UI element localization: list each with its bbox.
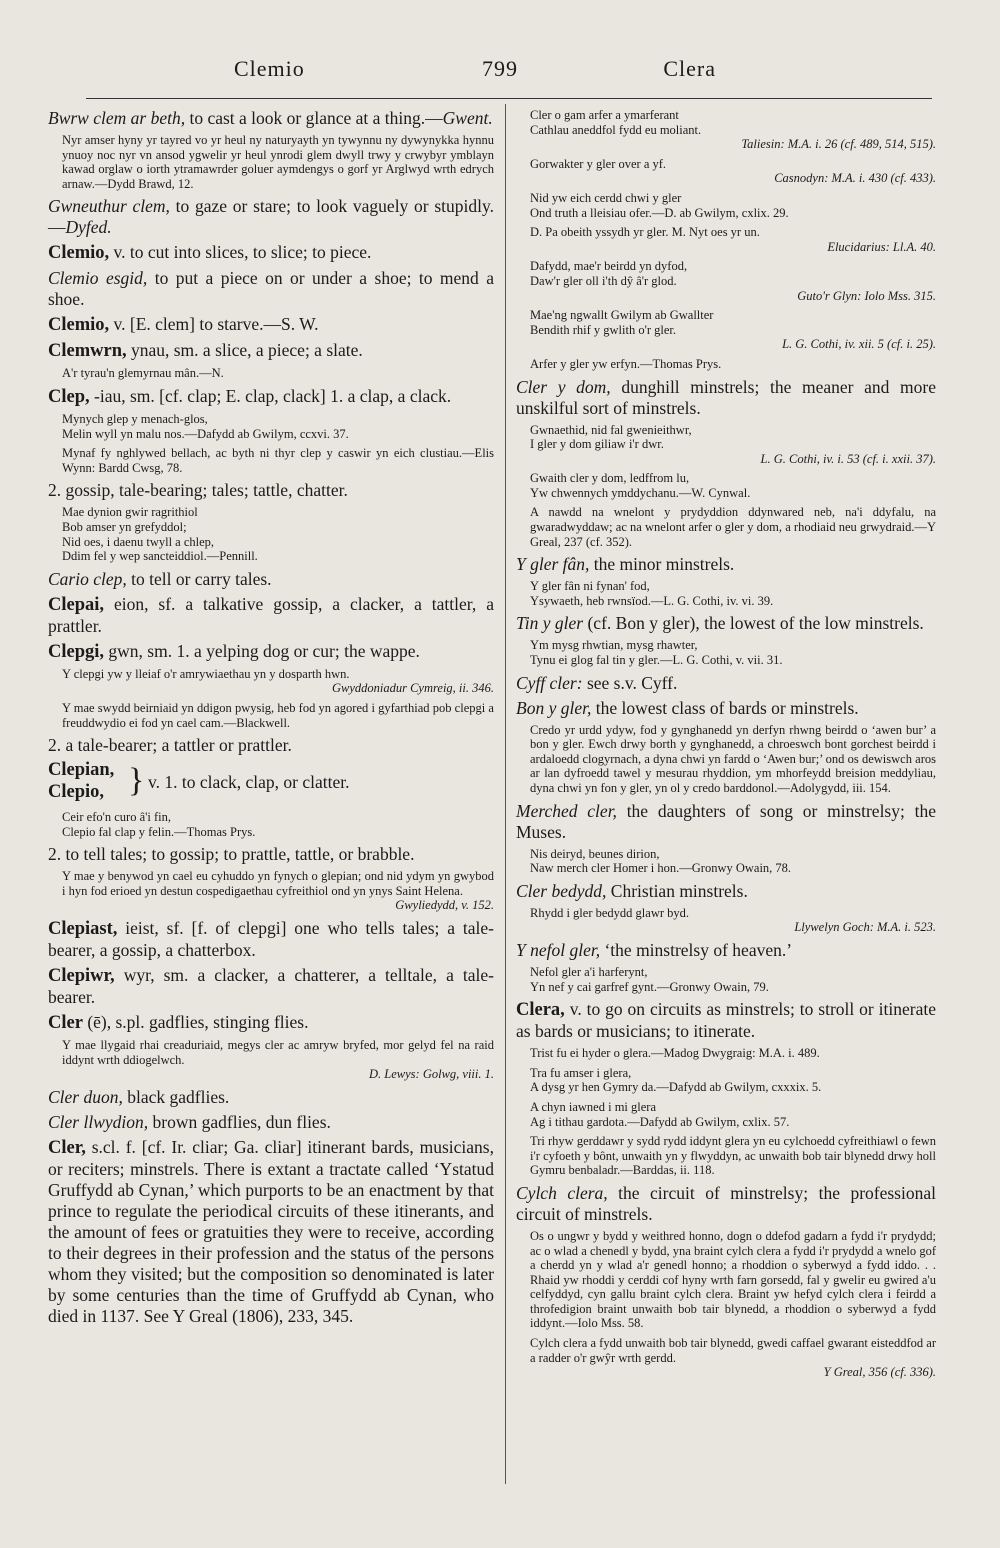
- quotation: [62, 667, 494, 696]
- entry: [48, 314, 494, 336]
- definition: Christian minstrels.: [606, 880, 748, 901]
- definition: 2. a tale-bearer; a tattler or prattler.: [48, 735, 292, 756]
- verse-line: D. Pa obeith yssydh yr gler. M. Nyt oes yr un.: [530, 225, 760, 240]
- verse-line: Ceir efo'n curo â'i fin,: [62, 810, 171, 825]
- quotation: [530, 906, 936, 935]
- entry: [516, 554, 936, 575]
- definition: 2. gossip, tale-bearing; tales; tattle, chatter.: [48, 480, 348, 501]
- phrase: Clemio esgid,: [48, 268, 148, 289]
- verse-line: Nid yw eich cerdd chwi y gler: [530, 190, 682, 205]
- definition: dunghill minstrels; the meaner and more unskilful sort of minstrels.: [516, 376, 936, 418]
- phrase: Cylch clera,: [516, 1182, 608, 1203]
- phrase: Cler llwydion,: [48, 1111, 149, 1132]
- quotation: A'r tyrau'n glemyrnau mân.—N.: [62, 366, 224, 381]
- quotation: [530, 191, 936, 220]
- definition: the circuit of minstrelsy; the professional circuit of minstrels.: [516, 1182, 936, 1224]
- definition: the minor minstrels.: [589, 554, 735, 575]
- verse-line: Clepio fal clap y felin.—Thomas Prys.: [62, 824, 256, 839]
- definition: see s.v. Cyff.: [582, 672, 678, 693]
- entry: [48, 386, 494, 408]
- page-number: 799: [482, 56, 518, 81]
- quote-text: Y clepgi yw y lleiaf o'r amrywiaethau yn y dosparth hwn.: [62, 666, 350, 681]
- definition: wyr, sm. a clacker, a chatterer, a telltale, a tale-bearer.: [48, 965, 494, 1008]
- definition: (ē), s.pl. gadflies, stinging flies.: [82, 1012, 309, 1033]
- quotation: [530, 1066, 936, 1095]
- definition: ynau, sm. a slice, a piece; a slate.: [126, 340, 363, 361]
- entry: [48, 1112, 494, 1133]
- quotation: [530, 847, 936, 876]
- quotation: Os o ungwr y bydd y weithred honno, dogn o ddefod gadarn a fydd i'r prydydd; ac o wlad a chenedl y bydd, yna braint cylch clera a fydd i'r prydydd a wnelo gof a cherdd yn y wlad a'r genedl honno; a rhoddion o syberwyd a fydd iddo. . . Rhaid yw rhoddi y cerddi cof hyny wrth farn gorsedd, fal y gwelir eu gwired a'u celfyddyd, cyn gallu braint cylch clera. Braint yw hefyd cylch clera i feirdd a throfedigion braint unwaith bob tair blynedd, a rhoddion o syberwyd a fydd iddynt.—Iolo Mss. 58.: [530, 1228, 936, 1331]
- phrase: Y nefol gler,: [516, 939, 601, 960]
- quotation: [530, 1046, 936, 1061]
- quotation: [530, 357, 936, 372]
- quote-source: D. Lewys: Golwg, viii. 1.: [369, 1067, 494, 1082]
- verse-line: Bendith rhif y gwlith o'r gler.: [530, 322, 676, 337]
- verse-line: Ddim fel y wep sancteiddiol.—Pennill.: [62, 549, 258, 564]
- verse-line: Rhydd i gler bedydd glawr byd.: [530, 905, 690, 920]
- quotation: [62, 1038, 494, 1082]
- verse-line: I gler y dom giliaw i'r dwr.: [530, 437, 664, 452]
- quote-text: Cylch clera a fydd unwaith bob tair blynedd, gwedi caffael gwarant eisteddfod ar a radder o'r gwŷr wrth gerdd.: [530, 1336, 936, 1365]
- quote-source: Guto'r Glyn: Iolo Mss. 315.: [797, 288, 936, 303]
- brace-glyph: }: [128, 762, 145, 800]
- verse-line: A dysg yr hen Gymry da.—Dafydd ab Gwilym, cxxxix. 5.: [530, 1080, 822, 1095]
- definition: v. to cut into slices, to slice; to piece.: [109, 242, 372, 263]
- headword: Cler,: [48, 1137, 86, 1158]
- entry: [48, 569, 494, 590]
- definition: to tell or carry tales.: [126, 568, 272, 589]
- verse-line: Mae'ng ngwallt Gwilym ab Gwallter: [530, 308, 714, 323]
- quotation: Y mae swydd beirniaid yn ddigon pwysig, heb fod yn agored i gyfarthiad pob clepgi a freuddwydio ei fod yn cael cam.—Blackwell.: [62, 700, 494, 730]
- verse-line: Y gler fân ni fynan' fod,: [530, 579, 650, 594]
- quote-source: Elucidarius: Ll.A. 40.: [827, 239, 936, 254]
- entry: [516, 698, 936, 719]
- header-rule: [86, 98, 932, 99]
- quotation: Nyr amser hyny yr tayred vo yr heul ny naturyayth yn tywynnu ny dywynykka hynnu ynuoy noc nyr vn ansod ygwelir yr heul ynrodi glem dwyll trwy y crwybyr ymblayn kawad orglaw o iorth ytramawrder goluer aymdengys o gorf yr Arglwyd wrth edrych arnaw.—Dydd Brawd, 12.: [62, 133, 494, 191]
- entry: [516, 999, 936, 1042]
- verse-line: Gwaith cler y dom, ledffrom lu,: [530, 471, 690, 486]
- phrase: Bwrw clem ar beth,: [48, 108, 186, 128]
- quotation: [62, 505, 494, 563]
- definition: to cast a look or glance at a thing.—: [185, 108, 443, 128]
- verse-line: Yw chwennych ymddychanu.—W. Cynwal.: [530, 485, 751, 500]
- entry: [48, 641, 494, 663]
- phrase: Gwneuthur clem,: [48, 196, 170, 217]
- column-divider: [505, 104, 506, 1484]
- quotation: [530, 1100, 936, 1129]
- quotation: Mynaf fy nghlywed bellach, ac byth ni thyr clep y caswir yn eich clustiau.—Elis Wynn: Bardd Cwsg, 78.: [62, 446, 494, 475]
- entry: [516, 801, 936, 843]
- definition: ‘the minstrelsy of heaven.’: [600, 939, 793, 960]
- definition: v. 1. to clack, clap, or clatter.: [148, 772, 350, 793]
- quote-source: L. G. Cothi, iv. xii. 5 (cf. i. 25).: [782, 337, 936, 352]
- headword: Clepai,: [48, 594, 105, 615]
- source: Gwent.: [442, 108, 493, 128]
- definition: -iau, sm. [cf. clap; E. clap, clack] 1. a clap, a clack.: [89, 385, 452, 406]
- entry: [48, 242, 494, 264]
- verse-line: Mae dynion gwir ragrithiol: [62, 505, 198, 520]
- verse-line: Tynu ei glog fal tin y gler.—L. G. Cothi, v. vii. 31.: [530, 653, 783, 668]
- quote-text: Y mae llygaid rhai creaduriaid, megys cler ac amryw bryfed, mor gelyd fel na raid iddynt wrth ddiogelwch.: [62, 1038, 494, 1067]
- verse-line: Bob amser yn grefyddol;: [62, 519, 187, 534]
- verse-line: Melin wyll yn malu nos.—Dafydd ab Gwilym, ccxvi. 37.: [62, 426, 349, 441]
- quote-source: L. G. Cothi, iv. i. 53 (cf. i. xxii. 37).: [760, 451, 936, 466]
- definition: v. to go on circuits as minstrels; to stroll or itinerate as bards or musicians; to itinerate.: [516, 999, 936, 1042]
- definition: (cf. Bon y gler), the lowest of the low minstrels.: [583, 613, 924, 634]
- definition: gwn, sm. 1. a yelping dog or cur; the wappe.: [104, 640, 420, 661]
- quotation: [530, 423, 936, 467]
- definition: ieist, sf. [f. of clepgi] one who tells tales; a tale-bearer, a gossip, a chatterbox.: [48, 918, 494, 961]
- phrase: Cler y dom,: [516, 376, 611, 397]
- header-right-word: Clera: [663, 56, 716, 81]
- definition: 2. to tell tales; to gossip; to prattle, tattle, or brabble.: [48, 844, 415, 865]
- headword: Clemwrn,: [48, 341, 127, 362]
- verse-line: Gwnaethid, nid fal gwenieithwr,: [530, 422, 692, 437]
- phrase: Tin y gler: [516, 613, 584, 634]
- entry: [516, 940, 936, 961]
- definition: black gadflies.: [122, 1086, 230, 1107]
- quotation: [530, 157, 936, 186]
- definition: v. [E. clem] to starve.—S. W.: [109, 314, 319, 335]
- quotation: [530, 308, 936, 352]
- headword: Cler: [48, 1013, 83, 1034]
- headword: Clepio,: [48, 782, 105, 803]
- verse-line: Ysywaeth, heb rwnsïod.—L. G. Cothi, iv. vi. 39.: [530, 593, 774, 608]
- phrase: Cler bedydd,: [516, 880, 607, 901]
- verse-line: Mynych glep y menach-glos,: [62, 411, 208, 426]
- headword: Clepian,: [48, 760, 115, 781]
- quotation: [530, 225, 936, 254]
- quote-source: Gwyddoniadur Cymreig, ii. 346.: [331, 681, 494, 696]
- entry: [48, 594, 494, 637]
- definition: s.cl. f. [cf. Ir. cliar; Ga. cliar] itinerant bards, musicians, or reciters; minstrels. There is extant a tractate called ‘Ystatud Gruffydd ab Cynan,’ which purports to be an enactment by that prince to regulate the periodical circuits of these itinerants, and the amount of fees or gratuities they were to receive, according to their degrees in their profession and the status of the persons whom they visited; but the composition so denominated is later by some centuries than the time of Gruffydd ab Cynan, who died in 1137. See Y Greal (1806), 233, 345.: [48, 1136, 494, 1326]
- verse-line: Naw merch cler Homer i hon.—Gronwy Owain, 78.: [530, 861, 792, 876]
- verse-line: Dafydd, mae'r beirdd yn dyfod,: [530, 259, 688, 274]
- verse-line: A chyn iawned i mi glera: [530, 1099, 657, 1114]
- headword: Clepiast,: [48, 919, 118, 940]
- entry: [48, 1137, 494, 1327]
- quotation: [530, 965, 936, 994]
- quote-text: Y mae y benywod yn cael eu cyhuddo yn fynych o glepian; ond nid ydym yn gwybod i hyn fod erioed yn destun cospedigaethau cyfreithiol ond yn ynys Saint Helena.: [62, 869, 494, 898]
- phrase: Merched cler,: [516, 800, 617, 821]
- phrase: Cler duon,: [48, 1086, 123, 1107]
- entry: [48, 196, 494, 238]
- phrase: Cyff cler:: [516, 672, 583, 693]
- header-left-word: Clemio: [234, 56, 305, 81]
- entry: [48, 1012, 494, 1034]
- quotation: [530, 471, 936, 500]
- verse-line: Cler o gam arfer a ymarferant: [530, 108, 679, 122]
- verse-line: Cathlau aneddfol fydd eu moliant.: [530, 122, 702, 137]
- quotation: [530, 108, 936, 152]
- quotation: [530, 1336, 936, 1380]
- entry: [48, 735, 494, 756]
- quotation: [530, 638, 936, 667]
- verse-line: Daw'r gler oll i'th dŷ â'r glod.: [530, 273, 677, 288]
- quote-source: Llywelyn Goch: M.A. i. 523.: [794, 920, 936, 935]
- entry: [48, 760, 494, 804]
- right-column: [516, 108, 936, 1385]
- entry: [48, 108, 494, 129]
- entry: [48, 340, 494, 362]
- entry: [516, 377, 936, 419]
- headword: Clemio,: [48, 315, 110, 336]
- phrase: Y gler fân,: [516, 554, 590, 575]
- verse-line: Tra fu amser i glera,: [530, 1065, 632, 1080]
- quote-source: Y Greal, 356 (cf. 336).: [823, 1365, 936, 1380]
- phrase: Cario clep,: [48, 568, 127, 589]
- verse-line: Gorwakter y gler over a yf.: [530, 156, 667, 171]
- quote-source: Casnodyn: M.A. i. 430 (cf. 433).: [774, 171, 936, 186]
- headword: Clemio,: [48, 243, 110, 264]
- definition: brown gadflies, dun flies.: [148, 1111, 331, 1132]
- definition: the lowest class of bards or minstrels.: [591, 697, 859, 718]
- entry: [516, 881, 936, 902]
- entry: [48, 268, 494, 310]
- headword: Clepiwr,: [48, 966, 115, 987]
- definition: eion, sf. a talkative gossip, a clacker, a tattler, a prattler.: [48, 593, 494, 636]
- verse-line: Yn nef y cai garfref gynt.—Gronwy Owain, 79.: [530, 979, 769, 994]
- quotation: A nawdd na wnelont y prydyddion ddynwared neb, na'i ddyfalu, na gwaradwyddaw; ac na wnelont arfer o gler y dom, a rhodiaid neu grwydraid.—Y Greal, 237 (cf. 352).: [530, 505, 936, 549]
- quote-source: Taliesin: M.A. i. 26 (cf. 489, 514, 515).: [741, 137, 936, 152]
- verse-line: Nefol gler a'i harferynt,: [530, 964, 648, 979]
- quotation: Tri rhyw gerddawr y sydd rydd iddynt glera yn eu cylchoedd cyfreithiawl o fewn i'r cyfoeth y bônt, unwaith yn y flwyddyn, ac unwaith bob tair blynedd drwy holl Gymru benbaladr.—Barddas, ii. 118.: [530, 1134, 936, 1178]
- verse-line: Ag i tithau gardota.—Dafydd ab Gwilym, cxlix. 57.: [530, 1114, 790, 1129]
- entry: [516, 1183, 936, 1225]
- verse-line: Nis deiryd, beunes dirion,: [530, 846, 660, 861]
- entry: [516, 613, 936, 634]
- source: Dyfed.: [65, 217, 112, 238]
- definition: the daughters of song or minstrelsy; the Muses.: [516, 800, 936, 842]
- definition: to put a piece on or under a shoe; to mend a shoe.: [48, 268, 494, 310]
- verse-line: Ond truth a lleisiau ofer.—D. ab Gwilym, cxlix. 29.: [530, 205, 789, 220]
- headword: Clepgi,: [48, 641, 105, 662]
- quotation: [62, 810, 494, 839]
- quotation: Credo yr urdd ydyw, fod y gynghanedd yn derfyn rhwng beirdd o ‘awen bur’ a bon y gler. Ewch drwy borth y gynghanedd, a chroeswch bont gorchest beirdd i ardaloedd clogyrnach, a dyna chwi yn fardd o ‘Awen bur;’ ond os dewiswch aros ar lan dyfroedd tawel y mesurau rhyddion, ym mhorfeydd breision meddyliau, dyna chwi yn fon y gler, yn ol y credo barddonol.—Adolygydd, iii. 154.: [530, 722, 936, 795]
- entry: [48, 844, 494, 865]
- verse-line: Arfer y gler yw erfyn.—Thomas Prys.: [530, 356, 722, 371]
- entry: [48, 1087, 494, 1108]
- running-head: [86, 56, 928, 96]
- entry: [48, 480, 494, 501]
- phrase: Bon y gler,: [516, 697, 592, 718]
- quotation: [530, 259, 936, 303]
- quotation: [530, 579, 936, 608]
- entry: [48, 918, 494, 961]
- entry: [516, 673, 936, 694]
- verse-line: Ym mysg rhwtian, mysg rhawter,: [530, 638, 698, 653]
- quotation: [62, 869, 494, 913]
- verse-line: Trist fu ei hyder o glera.—Madog Dwygraig: M.A. i. 489.: [530, 1046, 820, 1061]
- quote-source: Gwyliedydd, v. 152.: [395, 898, 494, 913]
- verse-line: Nid oes, i daenu twyll a chlep,: [62, 534, 215, 549]
- left-column: [48, 108, 494, 1331]
- headword: Clep,: [48, 386, 90, 407]
- headword: Clera,: [516, 1000, 565, 1021]
- definition: to gaze or stare; to look vaguely or stupidly.—: [48, 196, 494, 238]
- quotation: [62, 412, 494, 441]
- entry: [48, 965, 494, 1008]
